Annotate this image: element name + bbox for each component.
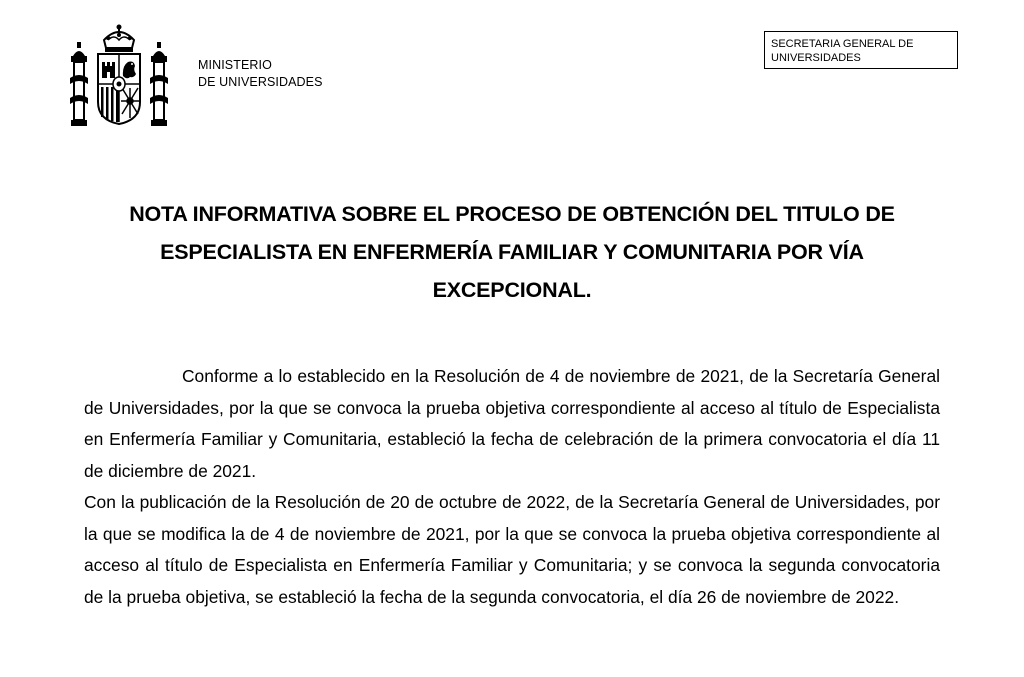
paragraph-2: Con la publicación de la Resolución de 20 de octubre de 2022, de la Secretaría General de Universidades, por la que se modifica la de 4 de noviembre de 2021, por la que se convoca la prueba objetiva correspondiente al acceso al título de Especialista en Enfermería Familiar y Comunitaria; y se convoca la segunda convocatoria de la prueba objetiva, se estableció la fecha de la segunda convocatoria, el día 26 de noviembre de 2022. [84,492,940,607]
document-body [84,361,940,613]
document-title [60,195,964,309]
ministry-line-1: MINISTERIO [198,58,272,72]
secretaria-box [764,31,958,69]
title-line-1: NOTA INFORMATIVA SOBRE EL PROCESO DE OBTENCIÓN DEL TITULO DE [129,202,895,226]
ministry-line-2: DE UNIVERSIDADES [198,75,323,89]
spain-coat-of-arms-icon [64,22,174,134]
secretaria-line-2: UNIVERSIDADES [771,52,861,64]
secretaria-line-1: SECRETARIA GENERAL DE [771,38,914,50]
title-line-3: EXCEPCIONAL. [432,278,592,302]
paragraph-1: Conforme a lo establecido en la Resolución de 4 de noviembre de 2021, de la Secretaría General de Universidades, por la que se convoca la prueba objetiva correspondiente al acceso al título de Especialista en Enfermería Familiar y Comunitaria, estableció la fecha de celebración de la primera convocatoria el día 11 de diciembre de 2021. [84,366,940,481]
title-line-2: ESPECIALISTA EN ENFERMERÍA FAMILIAR Y COMUNITARIA POR VÍA [160,240,864,264]
ministry-name [198,57,323,91]
